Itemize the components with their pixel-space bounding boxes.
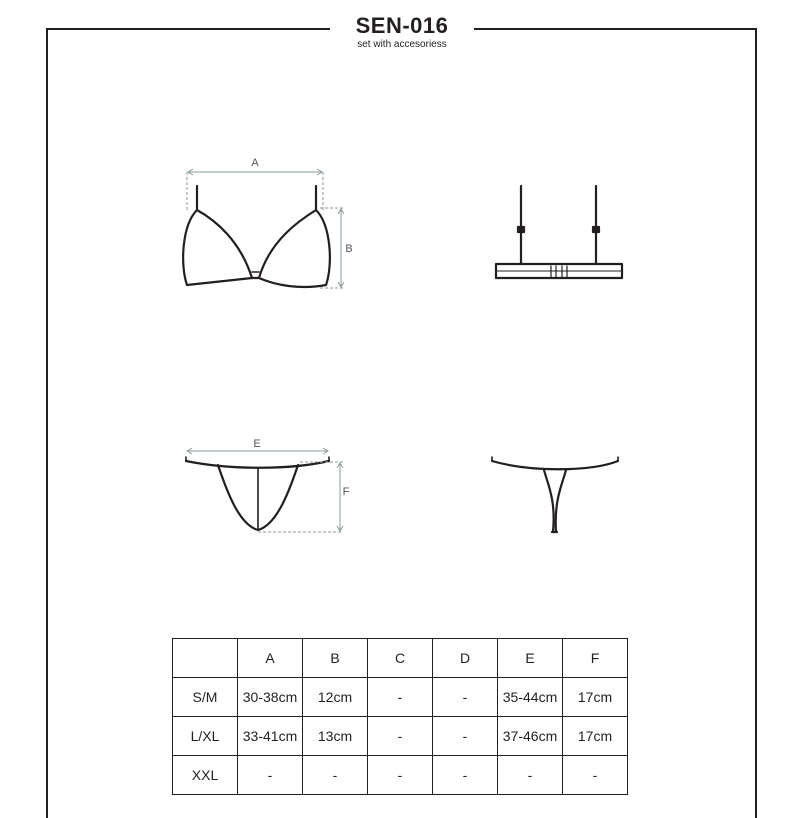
column-header: E [498,639,563,678]
bra-front-drawing [183,186,330,287]
size-table [172,638,628,795]
label-e: E [253,438,261,450]
table-cell: - [433,678,498,717]
column-header [173,639,238,678]
measure-a [187,169,323,210]
thong-back-drawing [492,457,618,532]
column-header: C [368,639,433,678]
table-row [173,717,628,756]
table-cell: - [368,678,433,717]
row-size-label: XXL [173,756,238,795]
table-cell: - [433,717,498,756]
table-cell: - [303,756,368,795]
table-cell: 12cm [303,678,368,717]
column-header: A [238,639,303,678]
row-size-label: S/M [173,678,238,717]
table-cell: 13cm [303,717,368,756]
thong-front-drawing [186,457,329,530]
table-cell: 17cm [563,678,628,717]
table-cell: - [368,717,433,756]
label-f: F [342,486,350,498]
size-table-header-row [173,639,628,678]
product-subtitle: set with accesoriess [357,39,447,50]
table-cell: - [498,756,563,795]
table-cell: 33-41cm [238,717,303,756]
label-b: B [345,243,353,255]
table-cell: - [433,756,498,795]
table-cell: 35-44cm [498,678,563,717]
row-size-label: L/XL [173,717,238,756]
table-row [173,678,628,717]
table-cell: - [238,756,303,795]
product-title: SEN-016 [355,13,449,38]
label-a: A [251,157,259,169]
table-row [173,756,628,795]
column-header: B [303,639,368,678]
column-header: F [563,639,628,678]
table-cell: - [563,756,628,795]
table-cell: 37-46cm [498,717,563,756]
column-header: D [433,639,498,678]
table-cell: 30-38cm [238,678,303,717]
table-cell: 17cm [563,717,628,756]
table-cell: - [368,756,433,795]
bra-back-drawing [496,186,622,278]
